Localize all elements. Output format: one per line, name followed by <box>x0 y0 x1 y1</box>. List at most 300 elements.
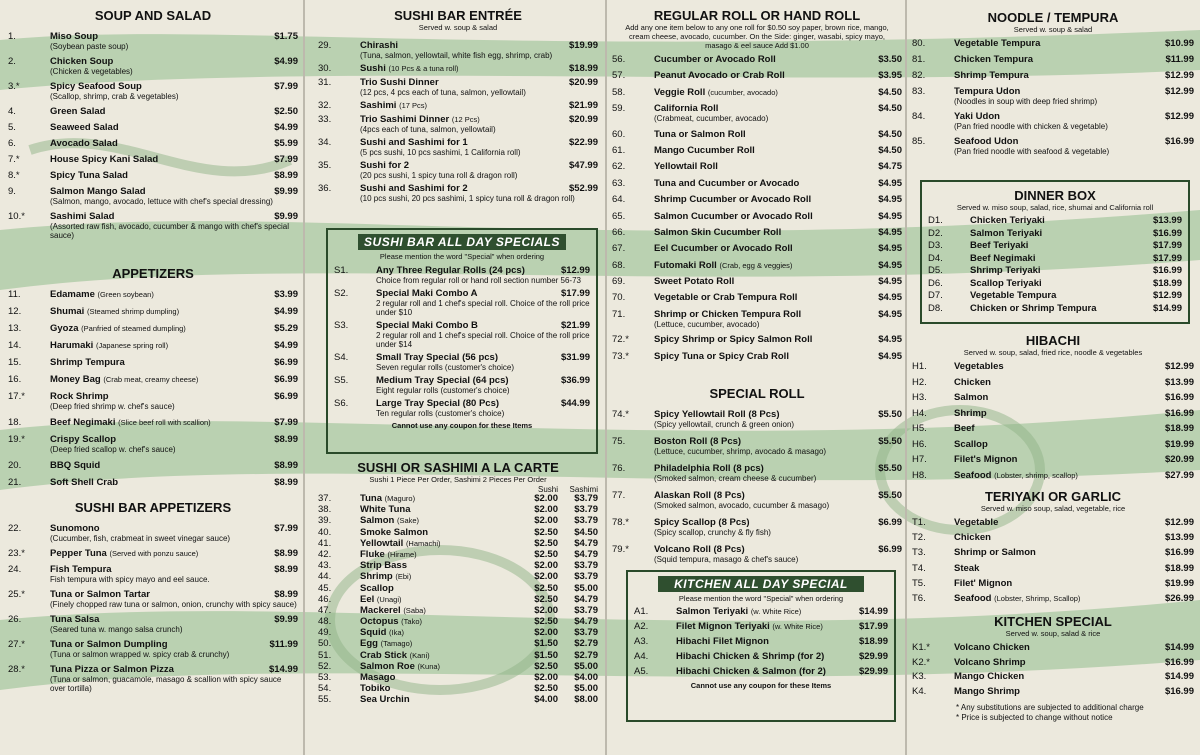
item-name: Shrimp or Salmon <box>954 547 1036 559</box>
menu-item <box>318 650 598 661</box>
item-number: 59. <box>612 103 626 115</box>
item-price: $11.99 <box>269 639 298 650</box>
item-price: $8.99 <box>274 460 298 471</box>
item-number: 66. <box>612 226 626 238</box>
item-number: 51. <box>318 649 332 661</box>
section-title: SUSHI BAR APPETIZERS <box>74 500 232 515</box>
section-title: SUSHI BAR ENTRÉE <box>394 8 522 23</box>
menu-item <box>612 178 902 189</box>
menu-item <box>612 54 902 65</box>
item-name: Mango Shrimp <box>954 685 1020 697</box>
section-title: DINNER BOX <box>1014 188 1096 203</box>
item-name-line <box>654 211 856 222</box>
item-price: $16.99 <box>1164 407 1194 419</box>
item-name: Eel <box>360 593 375 605</box>
menu-item <box>634 666 888 677</box>
item-price: $4.75 <box>878 161 902 173</box>
menu-item <box>612 227 902 238</box>
menu-item <box>8 56 298 76</box>
item-name: Small Tray Special (56 pcs) <box>376 352 498 363</box>
item-name: Salmon Teriyaki <box>970 227 1043 239</box>
item-number: 60. <box>612 128 626 140</box>
menu-item <box>612 129 902 140</box>
item-name: Edamame <box>50 289 95 300</box>
sashimi-price: $3.79 <box>574 515 598 527</box>
menu-item <box>912 54 1194 65</box>
item-number: 7.* <box>8 154 20 165</box>
dinner-box-panel <box>920 180 1190 324</box>
item-price: $13.99 <box>1164 532 1194 544</box>
item-name: Scallop Teriyaki <box>970 277 1042 289</box>
item-price: $16.99 <box>1164 392 1194 403</box>
appetizers-section <box>8 266 298 494</box>
item-name-line <box>360 583 528 594</box>
item-price: $29.99 <box>858 651 888 662</box>
menu-item <box>8 323 298 334</box>
section-title: TERIYAKI OR GARLIC <box>984 489 1122 504</box>
sushi-price: $2.00 <box>534 504 558 516</box>
item-number: 19.* <box>8 434 25 445</box>
item-name-line <box>360 538 528 549</box>
menu-item <box>318 493 598 504</box>
item-number: 10.* <box>8 211 25 222</box>
item-description: (20 pcs sushi, 1 spicy tuna roll & dragon roll) <box>360 171 518 180</box>
item-number: 80. <box>912 38 926 49</box>
menu-item <box>928 215 1182 226</box>
menu-item <box>8 639 298 659</box>
menu-item <box>8 434 298 454</box>
menu-item <box>318 160 598 180</box>
item-name-line <box>676 621 842 632</box>
item-number: D7. <box>928 290 943 301</box>
item-price: $19.99 <box>1164 577 1194 589</box>
item-number: 33. <box>318 114 332 125</box>
item-name-line <box>50 357 252 368</box>
item-number: 75. <box>612 436 626 447</box>
item-name: Fish Tempura <box>50 564 112 575</box>
menu-item <box>912 136 1194 156</box>
menu-item <box>8 477 298 488</box>
item-note: (Green soybean) <box>97 290 154 299</box>
item-number: 21. <box>8 477 22 488</box>
sashimi-price: $3.79 <box>574 560 598 572</box>
item-number: T1. <box>912 517 926 528</box>
menu-item <box>8 81 298 101</box>
item-name: White Tuna <box>360 504 411 516</box>
item-name-line <box>954 392 1148 403</box>
item-number: 57. <box>612 70 626 82</box>
menu-item <box>912 578 1194 589</box>
item-description: 2 regular roll and 1 chef's special roll. Choice of the roll price under $10 <box>376 299 590 317</box>
item-number: 44. <box>318 571 332 583</box>
menu-item <box>612 292 902 303</box>
box-title: SUSHI BAR ALL DAY SPECIALS <box>358 234 566 250</box>
item-name: Tuna or Salmon Roll <box>654 128 746 140</box>
sushi-price: $2.50 <box>534 537 558 549</box>
sushi-price: $2.50 <box>534 593 558 605</box>
col-sushi-label: Sushi <box>537 485 558 494</box>
column-1 <box>8 0 298 755</box>
item-note: (Lobster, shrimp, scallop) <box>994 470 1078 480</box>
item-price: $17.99 <box>1152 252 1182 264</box>
item-name: Pepper Tuna <box>50 548 107 559</box>
box-note: Please mention the word "Special" when ordering <box>678 594 844 603</box>
item-description: (Pan fried noodle with seafood & vegetable) <box>954 147 1110 156</box>
item-name-line <box>654 517 856 528</box>
item-note: (Steamed shrimp dumpling) <box>86 307 180 316</box>
item-number: 3.* <box>8 81 20 92</box>
item-number: 85. <box>912 136 926 147</box>
sushi-price: $2.50 <box>534 616 558 628</box>
item-name-line <box>654 409 856 420</box>
item-description: Eight regular rolls (customer's choice) <box>376 386 510 395</box>
sashimi-price: $2.79 <box>574 649 598 661</box>
item-number: 18. <box>8 417 22 428</box>
item-number: A2. <box>634 621 649 632</box>
item-price: $4.50 <box>878 128 902 140</box>
item-name: Scallop <box>954 438 988 450</box>
item-name-line <box>954 593 1148 604</box>
column-3 <box>612 0 902 755</box>
item-number: H3. <box>912 392 927 403</box>
item-description: (Deep fried shrimp w. chef's sauce) <box>50 402 175 411</box>
item-name-line <box>360 661 528 672</box>
item-name: Spicy Yellowtail Roll (8 Pcs) <box>654 409 780 420</box>
item-number: S6. <box>334 398 349 409</box>
item-name: Tobiko <box>360 683 391 695</box>
sashimi-price: $5.00 <box>574 683 598 695</box>
item-note: (Crab meat, creamy cheese) <box>103 375 199 384</box>
item-number: D1. <box>928 215 943 226</box>
menu-item <box>318 694 598 705</box>
menu-item <box>612 334 902 345</box>
item-price: $20.99 <box>568 114 598 125</box>
item-name: Any Three Regular Rolls (24 pcs) <box>376 265 525 276</box>
item-price: $7.99 <box>274 523 298 534</box>
item-price: $7.99 <box>274 417 298 428</box>
item-price: $3.50 <box>878 54 902 65</box>
item-name-line <box>50 122 252 133</box>
menu-item <box>8 664 298 693</box>
menu-item <box>912 470 1194 481</box>
item-price: $7.99 <box>274 81 298 92</box>
item-note: (Panfried of steamed dumpling) <box>81 324 186 333</box>
item-number: 35. <box>318 160 332 171</box>
item-name: Beef <box>954 423 975 434</box>
item-name-line <box>654 70 856 81</box>
item-name: Rock Shrimp <box>50 391 109 402</box>
item-name-line <box>50 614 252 625</box>
section-title: SUSHI OR SASHIMI A LA CARTE <box>357 460 559 475</box>
item-name-line <box>376 352 544 363</box>
item-name-line <box>360 114 552 125</box>
item-name-line <box>954 517 1148 528</box>
item-note: (Japanese spring roll) <box>95 341 169 350</box>
item-name-line <box>676 651 842 662</box>
item-name-line <box>676 636 842 647</box>
item-description: 2 regular roll and 1 chef's special roll. Choice of the roll price under $14 <box>376 331 590 349</box>
item-number: 2. <box>8 56 16 67</box>
item-name: Cucumber or Avocado Roll <box>654 54 776 65</box>
item-number: 1. <box>8 31 16 42</box>
item-description: (Lettuce, cucumber, avocado) <box>654 319 760 329</box>
item-number: 49. <box>318 627 332 639</box>
item-description: (Deep fried scallop w. chef's sauce) <box>50 445 176 454</box>
item-price: $17.99 <box>1152 240 1182 251</box>
item-number: 62. <box>612 161 626 173</box>
item-name: Hibachi Chicken & Salmon (for 2) <box>676 666 826 677</box>
menu-item <box>8 460 298 471</box>
item-note: (Kani) <box>409 650 430 660</box>
item-name-line <box>360 616 528 627</box>
item-number: S1. <box>334 265 349 276</box>
item-number: 13. <box>8 323 22 334</box>
item-number: H4. <box>912 407 927 419</box>
sushi-price: $2.00 <box>534 571 558 583</box>
item-name: Hibachi Filet Mignon <box>676 636 769 647</box>
item-name-line <box>970 228 1136 239</box>
item-name: Vegetable Tempura <box>954 38 1041 49</box>
item-name-line <box>954 70 1148 81</box>
item-description: Ten regular rolls (customer's choice) <box>376 409 505 418</box>
item-name: Eel Cucumber or Avocado Roll <box>654 243 793 255</box>
section-note: Sushi 1 Piece Per Order, Sashimi 2 Pieces Per Order <box>369 475 547 484</box>
menu-item <box>334 398 590 418</box>
menu-item <box>612 70 902 81</box>
menu-item <box>318 616 598 627</box>
item-price: $5.50 <box>878 436 902 447</box>
item-name-line <box>954 470 1148 481</box>
menu-item <box>8 31 298 51</box>
item-number: 31. <box>318 77 332 88</box>
item-description: (Salmon, mango, avocado, lettuce with chef's special dressing) <box>50 197 273 206</box>
menu-item <box>8 391 298 411</box>
item-name-line <box>954 547 1148 558</box>
menu-item <box>318 504 598 515</box>
item-price: $4.99 <box>274 122 298 133</box>
item-name-line <box>654 436 856 447</box>
item-note: (Maguro) <box>384 494 416 503</box>
item-name: Chicken or Shrimp Tempura <box>970 302 1097 314</box>
menu-item <box>928 253 1182 264</box>
item-number: T5. <box>912 577 926 589</box>
menu-item <box>612 309 902 329</box>
item-name-line <box>954 136 1148 147</box>
item-number: 4. <box>8 106 16 117</box>
item-number: A1. <box>634 606 649 617</box>
item-name: Chirashi <box>360 40 399 51</box>
item-price: $18.99 <box>568 63 598 74</box>
item-name-line <box>376 375 544 386</box>
item-number: 64. <box>612 194 626 206</box>
item-name: Shrimp Tempura <box>50 357 125 368</box>
item-name-line <box>360 515 528 526</box>
item-number: A4. <box>634 651 649 662</box>
menu-item <box>912 547 1194 558</box>
item-name-line <box>50 417 252 428</box>
item-name-line <box>654 544 856 555</box>
item-name: Salmon Teriyaki <box>676 606 749 617</box>
item-name: Scallop <box>360 582 394 594</box>
item-price: $12.99 <box>1164 70 1194 81</box>
item-price: $12.99 <box>1164 361 1194 372</box>
item-name-line <box>970 215 1136 226</box>
item-name-line <box>654 260 856 271</box>
menu-item <box>634 636 888 647</box>
item-note: (Tamago) <box>380 639 413 649</box>
item-name: Shrimp or Chicken Tempura Roll <box>654 308 802 320</box>
a-la-carte-header <box>318 484 598 493</box>
menu-item <box>912 454 1194 465</box>
item-name: Fluke <box>360 548 385 560</box>
item-name-line <box>376 265 544 276</box>
box-footer: Cannot use any coupon for these Items <box>690 681 832 690</box>
item-name-line <box>954 671 1148 682</box>
item-price: $4.95 <box>878 226 902 238</box>
item-name: Filet's Mignon <box>954 454 1018 465</box>
menu-item <box>318 638 598 649</box>
item-price: $10.99 <box>1164 38 1194 49</box>
sashimi-price: $3.79 <box>574 604 598 616</box>
sushi-price: $2.00 <box>534 515 558 527</box>
item-price: $8.99 <box>274 477 298 488</box>
menu-item <box>612 194 902 205</box>
item-number: 9. <box>8 186 16 197</box>
item-name: BBQ Squid <box>50 460 101 471</box>
item-name-line <box>360 650 528 661</box>
item-price: $18.99 <box>1164 423 1194 434</box>
section-title: NOODLE / TEMPURA <box>987 10 1119 25</box>
item-price: $6.99 <box>878 544 902 555</box>
item-name-line <box>954 642 1148 653</box>
menu-item <box>912 517 1194 528</box>
item-number: 16. <box>8 374 22 385</box>
menu-item <box>318 560 598 571</box>
item-number: 76. <box>612 463 626 474</box>
item-name-line <box>654 292 856 303</box>
item-name: Mango Cucumber Roll <box>654 144 755 156</box>
item-name: Tuna or Salmon Dumpling <box>50 639 168 650</box>
sashimi-price: $3.79 <box>574 571 598 583</box>
menu-item <box>318 605 598 616</box>
menu-item <box>318 583 598 594</box>
section-title: HIBACHI <box>1025 333 1081 348</box>
item-name-line <box>50 81 252 92</box>
item-name-line <box>654 54 856 65</box>
item-name-line <box>954 454 1148 465</box>
item-price: $17.99 <box>858 621 888 632</box>
item-number: A5. <box>634 666 649 677</box>
menu-item <box>318 137 598 157</box>
menu-item <box>318 40 598 60</box>
sushi-price: $1.50 <box>534 649 558 661</box>
item-name: Tuna or Salmon Tartar <box>50 589 150 600</box>
item-name: Vegetable Tempura <box>970 290 1057 301</box>
item-name: Salmon Cucumber or Avocado Roll <box>654 210 813 222</box>
item-number: 46. <box>318 593 332 605</box>
box-title: KITCHEN ALL DAY SPECIAL <box>658 576 864 592</box>
item-description: (Crabmeat, cucumber, avocado) <box>654 114 769 124</box>
item-description: (Tuna, salmon, yellowtail, white fish egg, shrimp, crab) <box>360 51 553 60</box>
item-price: $18.99 <box>1152 277 1182 289</box>
item-number: 27.* <box>8 639 25 650</box>
item-name: Steak <box>954 562 980 574</box>
menu-item <box>912 423 1194 434</box>
item-number: 78.* <box>612 517 629 528</box>
menu-item <box>634 621 888 632</box>
item-name: Volcano Shrimp <box>954 656 1026 668</box>
sashimi-price: $3.79 <box>574 493 598 504</box>
item-number: S5. <box>334 375 349 386</box>
col-sashimi-label: Sashimi <box>569 485 598 494</box>
menu-item <box>612 463 902 483</box>
item-name: Yellowtail Roll <box>654 161 718 173</box>
item-note: (Hamachi) <box>405 538 441 548</box>
item-number: 5. <box>8 122 16 133</box>
item-name-line <box>50 170 252 181</box>
menu-item <box>318 63 598 74</box>
item-name-line <box>970 240 1136 251</box>
item-note: (Tako) <box>401 617 423 627</box>
soup-salad-section <box>8 8 298 245</box>
special-roll-section <box>612 386 902 571</box>
menu-item <box>928 290 1182 301</box>
item-name-line <box>50 434 252 445</box>
item-price: $11.99 <box>1165 54 1194 65</box>
item-name-line <box>50 56 252 67</box>
item-name: Seafood Udon <box>954 136 1019 147</box>
item-name: Spicy Tuna Salad <box>50 170 128 181</box>
item-price: $4.99 <box>274 306 298 317</box>
item-number: 32. <box>318 100 332 111</box>
item-name-line <box>360 638 528 649</box>
item-price: $8.99 <box>274 564 298 575</box>
item-note: (w. White Rice) <box>750 607 802 616</box>
menu-item <box>8 340 298 351</box>
item-name-line <box>954 532 1148 543</box>
item-name-line <box>50 106 252 117</box>
item-name: Special Maki Combo B <box>376 320 478 331</box>
item-number: 50. <box>318 638 332 650</box>
item-description: (12 pcs, 4 pcs each of tuna, salmon, yellowtail) <box>360 88 526 97</box>
item-number: 39. <box>318 515 332 527</box>
item-number: A3. <box>634 636 649 647</box>
item-number: K1.* <box>912 642 930 653</box>
item-name: Chicken Soup <box>50 56 114 67</box>
item-note: (cucumber, avocado) <box>707 87 778 97</box>
sushi-price: $2.50 <box>534 660 558 672</box>
menu-item <box>8 138 298 149</box>
item-price: $12.99 <box>1164 111 1194 122</box>
item-name-line <box>360 493 528 504</box>
item-price: $4.95 <box>878 292 902 304</box>
item-name: Beef Teriyaki <box>970 240 1029 251</box>
item-name-line <box>360 594 528 605</box>
item-note: (Lobster, Shrimp, Scallop) <box>994 593 1081 603</box>
item-price: $20.99 <box>1164 454 1194 465</box>
item-name-line <box>360 560 528 571</box>
item-name: Tuna Salsa <box>50 614 100 625</box>
item-number: 38. <box>318 504 332 516</box>
menu-item <box>334 375 590 395</box>
item-number: 25.* <box>8 589 25 600</box>
item-number: 6. <box>8 138 16 149</box>
item-name-line <box>50 211 252 222</box>
item-description: (Tuna or salmon wrapped w. spicy crab & crunchy) <box>50 650 230 659</box>
item-name-line <box>954 408 1148 419</box>
item-name: Vegetables <box>954 361 1004 372</box>
item-price: $22.99 <box>568 137 598 148</box>
